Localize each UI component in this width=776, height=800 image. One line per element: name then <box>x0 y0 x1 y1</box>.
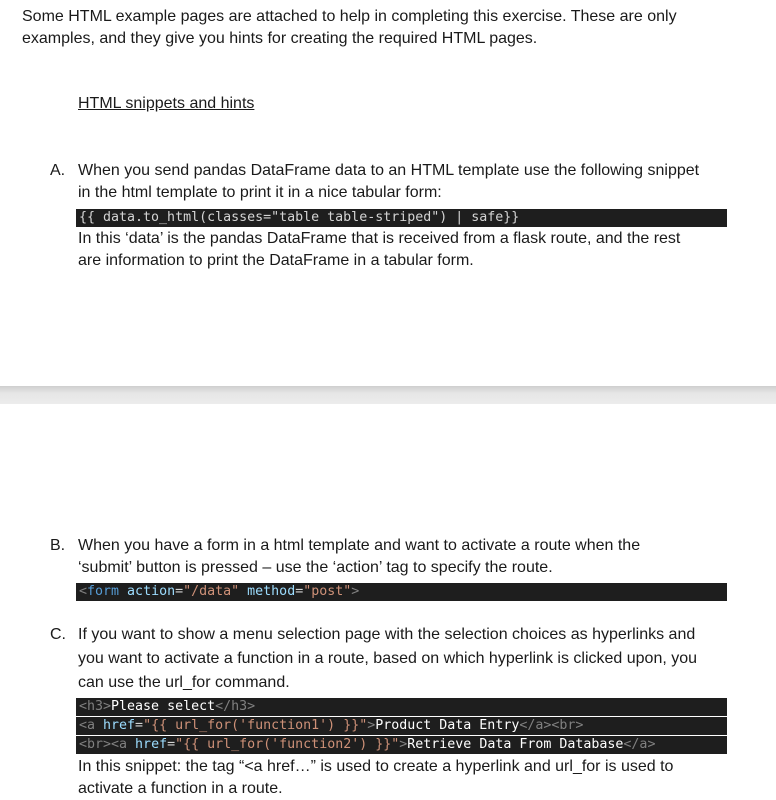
code-text: Product Data Entry <box>375 718 520 733</box>
code-eq: = <box>175 584 184 599</box>
code-bracket: > <box>367 718 376 733</box>
code-text: Please select <box>111 699 216 714</box>
code-tag: </a> <box>623 737 656 752</box>
section-a-code-text: {{ data.to_html(classes="table table-striped") | safe}} <box>79 210 520 225</box>
code-tag: </a><br> <box>519 718 584 733</box>
section-a-text-2: in the html template to print it in a nice tabular form: <box>78 184 442 201</box>
code-attr: href <box>95 718 136 733</box>
section-b-text-2: ‘submit’ button is pressed – use the ‘action’ tag to specify the route. <box>78 559 553 576</box>
section-c-label: C. <box>50 626 66 643</box>
code-attr: action <box>119 584 176 599</box>
section-b-text-1: When you have a form in a html template and want to activate a route when the <box>78 537 641 554</box>
document-page-2 <box>0 404 776 799</box>
intro-line-2: examples, and they give you hints for creating the required HTML pages. <box>22 30 538 47</box>
code-tag: <h3> <box>79 699 112 714</box>
section-a-text-1: When you send pandas DataFrame data to an HTML template use the following snippet <box>78 162 700 179</box>
code-eq: = <box>135 718 144 733</box>
code-string: "{{ url_for('function1') }}" <box>143 718 368 733</box>
code-tag: <a <box>79 718 96 733</box>
section-c-after-2: activate a function in a route. <box>78 780 283 797</box>
code-tag: <br> <box>79 737 112 752</box>
section-c-code-line-2 <box>76 717 727 735</box>
code-string: "{{ url_for('function2') }}" <box>175 737 400 752</box>
section-a-after-2: are information to print the DataFrame in a tabular form. <box>78 252 474 269</box>
section-c-text-2: you want to activate a function in a route, based on which hyperlink is clicked upon, you <box>78 650 698 667</box>
code-string: "/data" <box>183 584 240 599</box>
page-separator <box>0 386 776 404</box>
code-eq: = <box>167 737 176 752</box>
section-b-label: B. <box>50 537 66 554</box>
intro-line-1: Some HTML example pages are attached to help in completing this exercise. These are only <box>22 8 677 25</box>
code-eq: = <box>295 584 304 599</box>
section-c-text-3: can use the url_for command. <box>78 674 290 691</box>
code-tag: </h3> <box>215 699 256 714</box>
section-c-code-line-3 <box>76 736 727 754</box>
section-a-label: A. <box>50 162 66 179</box>
section-c-code-line-1 <box>76 698 727 716</box>
code-bracket: > <box>351 584 360 599</box>
code-string: "post" <box>303 584 352 599</box>
code-attr: href <box>127 737 168 752</box>
code-tag-name: form <box>87 584 120 599</box>
document-page-1 <box>0 0 776 386</box>
code-attr: method <box>239 584 296 599</box>
code-bracket: < <box>79 584 88 599</box>
code-tag: <a <box>111 737 128 752</box>
section-c-after-1: In this snippet: the tag “<a href…” is used to create a hyperlink and url_for is used to <box>78 758 674 775</box>
section-c-text-1: If you want to show a menu selection page with the selection choices as hyperlinks and <box>78 626 696 643</box>
section-b-code <box>76 583 727 601</box>
code-bracket: > <box>399 737 408 752</box>
hint-title: HTML snippets and hints <box>78 95 255 112</box>
code-text: Retrieve Data From Database <box>407 737 624 752</box>
section-a-after-1: In this ‘data’ is the pandas DataFrame that is received from a flask route, and the rest <box>78 230 681 247</box>
section-a-code <box>76 209 727 227</box>
